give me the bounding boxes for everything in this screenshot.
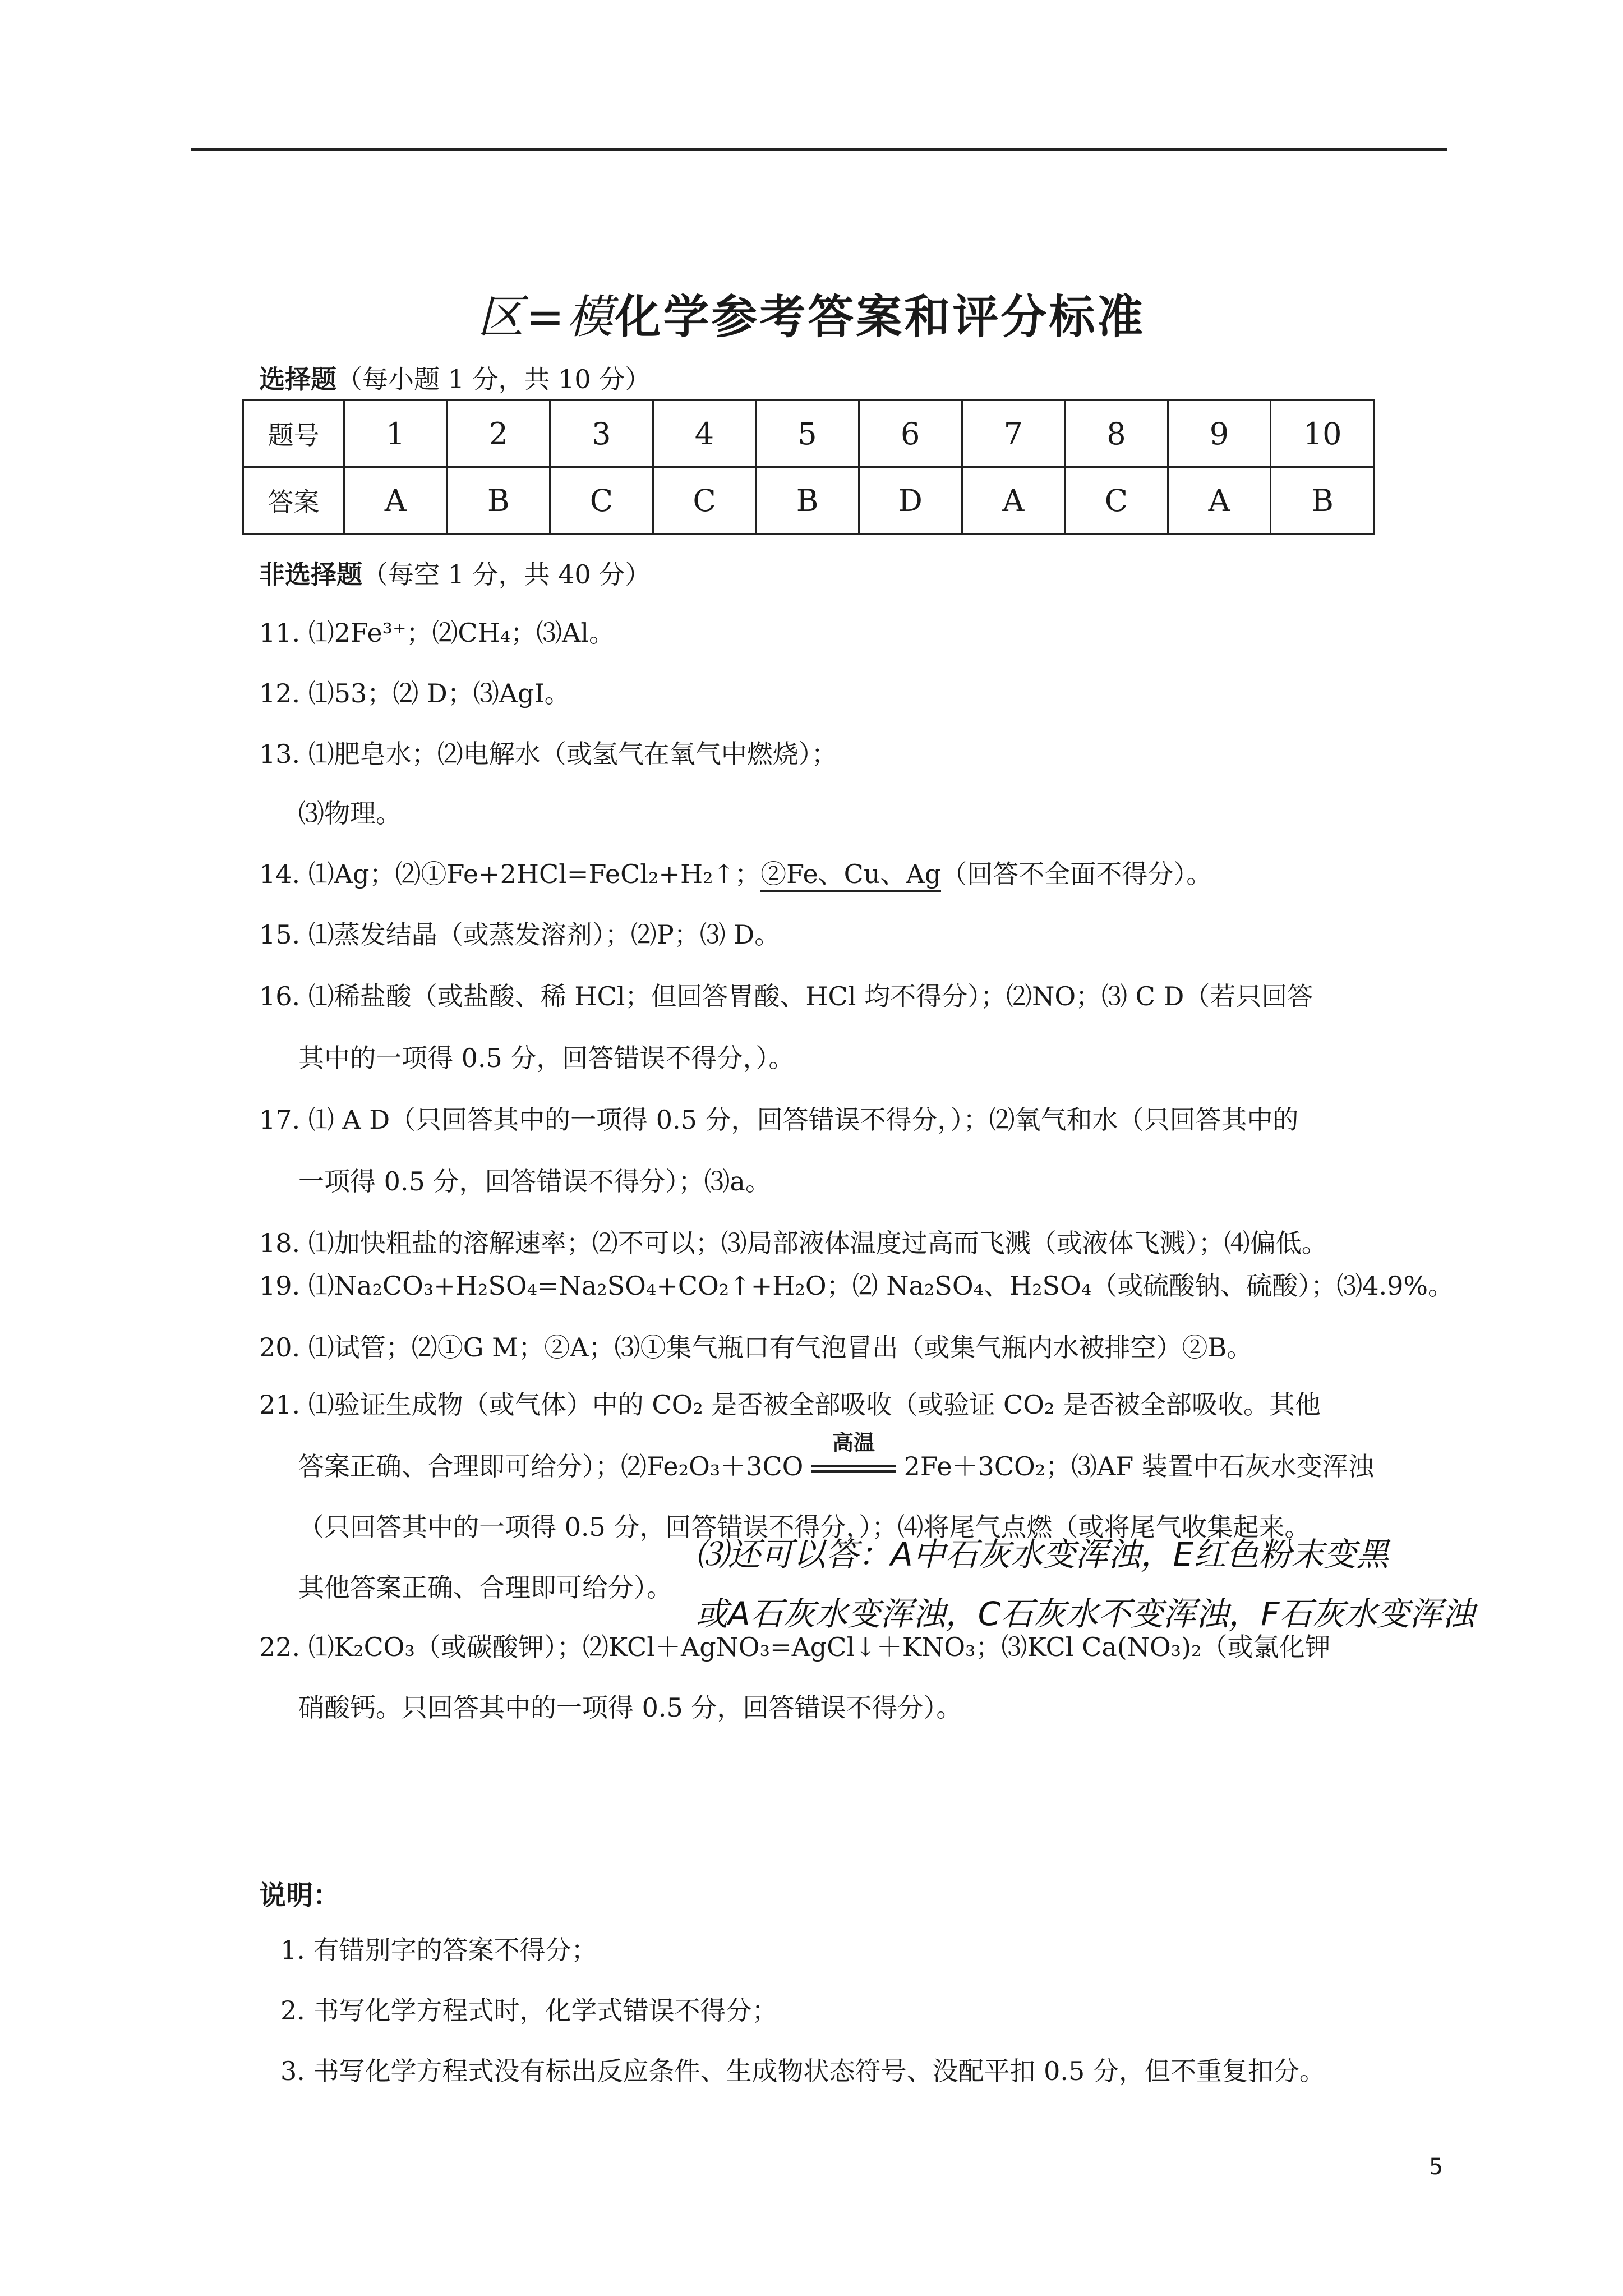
answer-q15: 15. ⑴蒸发结晶（或蒸发溶剂）；⑵P；⑶ D。 (259, 919, 781, 950)
table-cell: C (653, 467, 756, 534)
handwritten-note-line1: ⑶还可以答：A中石灰水变浑浊，E红色粉末变黑 (695, 1535, 1389, 1573)
table-cell: 1 (344, 401, 447, 467)
page-number: 5 (1429, 2154, 1444, 2180)
reaction-condition (811, 1430, 896, 1483)
equals-bar (811, 1465, 896, 1473)
title-text: 化学参考答案和评分标准 (615, 291, 1146, 344)
table-cell: B (447, 467, 550, 534)
table-cell: A (1168, 467, 1271, 534)
answer-q19: 19. ⑴Na₂CO₃+H₂SO₄=Na₂SO₄+CO₂↑+H₂O；⑵ Na₂SO₄、H₂SO₄（或硫酸钠、硫酸）；⑶4.9%。 (259, 1271, 1454, 1301)
handwritten-note-line2: 或A石灰水变浑浊，C石灰水不变浑浊，F石灰水变浑浊 (695, 1595, 1475, 1633)
table-cell: C (1065, 467, 1168, 534)
table-cell: 10 (1271, 401, 1375, 467)
reaction-condition-label: 高温 (832, 1430, 875, 1455)
table-cell: C (550, 467, 653, 534)
answer-q21-cont2: （只回答其中的一项得 0.5 分，回答错误不得分，）；⑷将尾气点燃（或将尾气收集起来。 (298, 1512, 1311, 1542)
table-cell: A (344, 467, 447, 534)
answer-q21-eq-right: 2Fe＋3CO₂；⑶AF 装置中石灰水变浑浊 (903, 1451, 1374, 1481)
answer-q21: 21. ⑴验证生成物（或气体）中的 CO₂ 是否被全部吸收（或验证 CO₂ 是否被全部吸收。其他 (259, 1389, 1321, 1420)
note-item: 3. 书写化学方程式没有标出反应条件、生成物状态符号、没配平扣 0.5 分，但不重复扣分。 (280, 2056, 1325, 2086)
table-cell: 6 (859, 401, 962, 467)
answer-q13-cont: ⑶物理。 (298, 798, 402, 829)
answer-q17-cont: 一项得 0.5 分，回答错误不得分）；⑶a。 (298, 1166, 771, 1197)
answer-q11: 11. ⑴2Fe³⁺；⑵CH₄；⑶Al。 (259, 618, 615, 648)
answer-q22: 22. ⑴K₂CO₃（或碳酸钾）；⑵KCl＋AgNO₃=AgCl↓＋KNO₃；⑶KCl Ca(NO₃)₂（或氯化钾 (259, 1632, 1331, 1662)
answer-q14-underlined: ②Fe、Cu、Ag (760, 859, 941, 892)
table-cell: 9 (1168, 401, 1271, 467)
notes-title: 说明： (259, 1880, 340, 1911)
answer-q20: 20. ⑴试管；⑵①G M；②A；⑶①集气瓶口有气泡冒出（或集气瓶内水被排空）②B。 (259, 1332, 1253, 1363)
answer-q21-cont3: 其他答案正确、合理即可给分）。 (298, 1572, 672, 1603)
table-cell: D (859, 467, 962, 534)
row-label-number: 题号 (243, 401, 344, 467)
answer-q16-cont: 其中的一项得 0.5 分，回答错误不得分，）。 (298, 1043, 795, 1073)
table-cell: 4 (653, 401, 756, 467)
table-cell: 8 (1065, 401, 1168, 467)
note-item: 1. 有错别字的答案不得分； (280, 1935, 597, 1965)
note-item: 2. 书写化学方程式时，化学式错误不得分； (280, 1995, 778, 2026)
table-cell: A (962, 467, 1065, 534)
table-cell: 5 (756, 401, 859, 467)
answer-q14 (259, 857, 1212, 891)
answer-q17: 17. ⑴ A D（只回答其中的一项得 0.5 分，回答错误不得分，）；⑵氧气和水（只回答其中的 (259, 1105, 1299, 1135)
table-cell: B (1271, 467, 1375, 534)
mc-section-note: （每小题 1 分，共 10 分） (336, 364, 651, 394)
table-row-answers (243, 467, 1375, 534)
table-row-numbers (243, 401, 1375, 467)
table-cell: 2 (447, 401, 550, 467)
answer-q14-part1: 14. ⑴Ag；⑵①Fe+2HCl=FeCl₂+H₂↑； (259, 859, 761, 889)
answer-q21-eq-left: 答案正确、合理即可给分）；⑵Fe₂O₃＋3CO (298, 1451, 804, 1481)
answer-q22-cont: 硝酸钙。只回答其中的一项得 0.5 分，回答错误不得分）。 (298, 1692, 962, 1723)
row-label-answer: 答案 (243, 467, 344, 534)
answer-q18: 18. ⑴加快粗盐的溶解速率；⑵不可以；⑶局部液体温度过高而飞溅（或液体飞溅）；⑷偏低。 (259, 1228, 1327, 1258)
answer-q16: 16. ⑴稀盐酸（或盐酸、稀 HCl；但回答胃酸、HCl 均不得分）；⑵NO；⑶ C D（若只回答 (259, 981, 1313, 1011)
table-cell: B (756, 467, 859, 534)
table-cell: 3 (550, 401, 653, 467)
table-cell: 7 (962, 401, 1065, 467)
mc-section-heading (259, 359, 651, 396)
mc-section-title: 选择题 (259, 364, 336, 394)
nc-section-title: 非选择题 (259, 559, 362, 590)
answer-table (242, 399, 1375, 535)
answer-q12: 12. ⑴53；⑵ D；⑶AgI。 (259, 678, 570, 708)
nc-section-note: （每空 1 分，共 40 分） (362, 559, 651, 590)
answer-q14-part2: （回答不全面不得分）。 (941, 859, 1212, 889)
page-title (0, 280, 1623, 346)
answer-q13: 13. ⑴肥皂水；⑵电解水（或氢气在氧气中燃烧）； (259, 739, 837, 769)
answer-q21-cont1 (298, 1430, 1374, 1483)
header-rule (191, 148, 1447, 151)
title-handwritten: 区=模 (477, 291, 615, 344)
nc-section-heading (259, 554, 651, 591)
